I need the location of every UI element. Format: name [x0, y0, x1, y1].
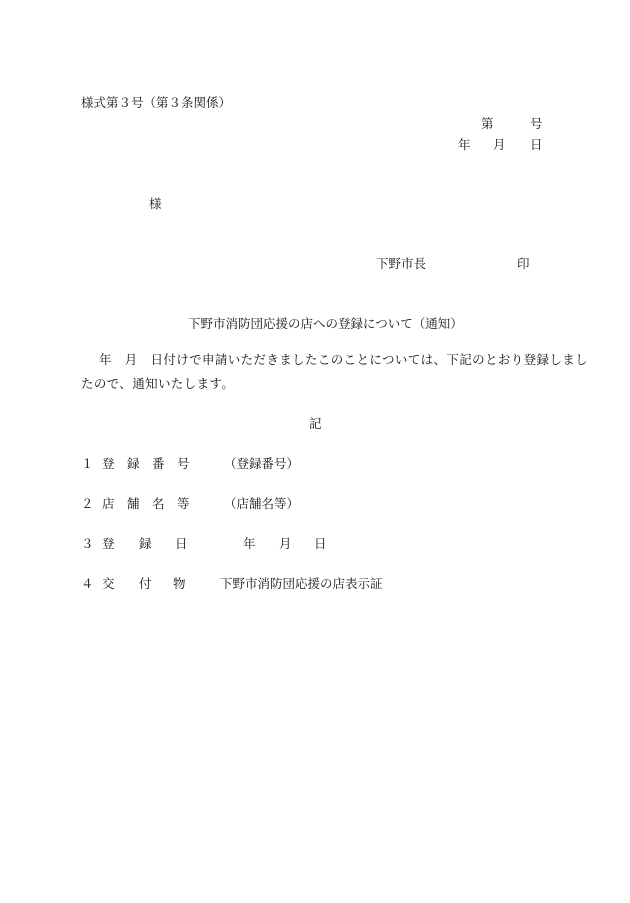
addressee-suffix: 様: [149, 196, 162, 211]
item-label-char: 店: [102, 496, 115, 511]
item-label-char: 登: [102, 536, 115, 551]
list-item: [81, 578, 481, 592]
item-number: １: [81, 456, 94, 471]
item-label-char: 番: [152, 456, 165, 471]
item-label-char: 登: [102, 456, 115, 471]
item-label-char: 録: [139, 536, 152, 551]
item-label-char: 付: [139, 576, 152, 591]
item-value: （登録番号）: [224, 456, 300, 471]
issue-date-day: 日: [530, 137, 543, 152]
item-label-char: 日: [175, 536, 188, 551]
item-number: ３: [81, 536, 94, 551]
notice-title: 下野市消防団応援の店への登録について（通知）: [188, 316, 463, 331]
item-date-month: 月: [279, 536, 292, 551]
item-label-char: 交: [102, 576, 115, 591]
body-line-2: たので、通知いたします。: [81, 376, 235, 391]
item-label-char: 舗: [127, 496, 140, 511]
issue-date-year: 年: [458, 137, 471, 152]
ki-marker: 記: [309, 416, 322, 431]
body-line-1: 年 月 日付けで申請いただきましたこのことについては、下記のとおり登録しまし: [99, 352, 589, 367]
doc-number-suffix: 号: [530, 116, 543, 131]
item-date-year: 年: [243, 536, 256, 551]
item-number: ４: [81, 576, 94, 591]
list-item: [81, 458, 481, 472]
item-label-char: 号: [177, 456, 190, 471]
issue-date-month: 月: [493, 137, 506, 152]
list-item: [81, 538, 481, 552]
list-item: [81, 498, 481, 512]
seal-mark: 印: [517, 256, 530, 271]
item-label-char: 名: [152, 496, 165, 511]
doc-number-prefix: 第: [481, 116, 494, 131]
item-label-char: 等: [177, 496, 190, 511]
item-label-char: 録: [127, 456, 140, 471]
item-value: （店舗名等）: [224, 496, 300, 511]
item-label-char: 物: [173, 576, 186, 591]
item-date-day: 日: [314, 536, 327, 551]
form-reference: 様式第３号（第３条関係）: [81, 95, 232, 110]
item-number: ２: [81, 496, 94, 511]
item-value: 下野市消防団応援の店表示証: [220, 576, 383, 591]
sender-title: 下野市長: [376, 256, 427, 271]
